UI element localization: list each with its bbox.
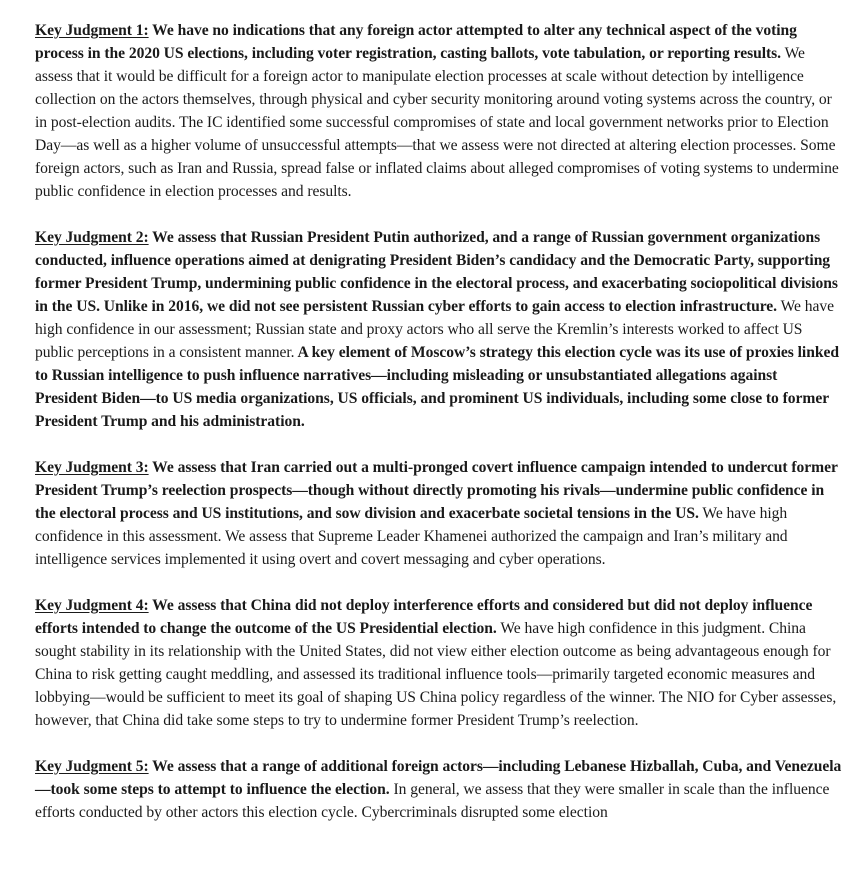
key-judgment-5 bbox=[35, 755, 843, 824]
key-judgment-3 bbox=[35, 456, 843, 571]
key-judgment-body: We have high confidence in this judgment. China sought stability in its relationship with the United States, did not view either election outcome as being advantageous enough for China to risk getting caught meddling, and assessed its traditional influence tools—primarily targeted economic measures and lobbying—would be sufficient to meet its goal of shaping US China policy regardless of the winner. The NIO for Cyber assesses, however, that China did take some steps to try to undermine former President Trump’s reelection. bbox=[35, 620, 837, 729]
key-judgment-lead: We assess that China did not deploy interference efforts and considered but did not deploy influence efforts intended to change the outcome of the US Presidential election. bbox=[35, 597, 813, 637]
key-judgment-bold-tail: A key element of Moscow’s strategy this election cycle was its use of proxies linked to Russian intelligence to push influence narratives—including misleading or unsubstantiated allegations against President Biden—to US media organizations, US officials, and prominent US individuals, including some close to former President Trump and his administration. bbox=[35, 344, 839, 430]
key-judgment-4 bbox=[35, 594, 843, 732]
key-judgments-page bbox=[35, 19, 843, 847]
key-judgment-lead: We have no indications that any foreign actor attempted to alter any technical aspect of the voting process in the 2020 US elections, including voter registration, casting ballots, vote tabulation, or reporting results. bbox=[35, 22, 797, 62]
key-judgment-label: Key Judgment 4: bbox=[35, 597, 149, 614]
key-judgment-lead: We assess that Iran carried out a multi-pronged covert influence campaign intended to undercut former President Trump’s reelection prospects—though without directly promoting his rivals—undermine public confidence in the electoral process and US institutions, and sow division and exacerbate societal tensions in the US. bbox=[35, 459, 838, 522]
key-judgment-body: We assess that it would be difficult for a foreign actor to manipulate election processes at scale without detection by intelligence collection on the actors themselves, through physical and cyber security monitoring around voting systems across the country, or in post-election audits. The IC identified some successful compromises of state and local government networks prior to Election Day—as well as a higher volume of unsuccessful attempts—that we assess were not directed at altering election processes. Some foreign actors, such as Iran and Russia, spread false or inflated claims about alleged compromises of voting systems to undermine public confidence in election processes and results. bbox=[35, 45, 839, 200]
key-judgment-body: In general, we assess that they were smaller in scale than the influence efforts conducted by other actors this election cycle. Cybercriminals disrupted some election bbox=[35, 781, 830, 821]
key-judgment-1 bbox=[35, 19, 843, 203]
key-judgment-label: Key Judgment 5: bbox=[35, 758, 149, 775]
key-judgment-body: We have high confidence in our assessment; Russian state and proxy actors who all serve the Kremlin’s interests worked to affect US public perceptions in a consistent manner. bbox=[35, 298, 834, 361]
key-judgment-label: Key Judgment 2: bbox=[35, 229, 149, 246]
key-judgment-lead: We assess that Russian President Putin authorized, and a range of Russian government organizations conducted, influence operations aimed at denigrating President Biden’s candidacy and the Democratic Party, supporting former President Trump, undermining public confidence in the electoral process, and exacerbating sociopolitical divisions in the US. Unlike in 2016, we did not see persistent Russian cyber efforts to gain access to election infrastructure. bbox=[35, 229, 838, 315]
key-judgment-body: We have high confidence in this assessment. We assess that Supreme Leader Khamenei authorized the campaign and Iran’s military and intelligence services implemented it using overt and covert messaging and cyber operations. bbox=[35, 505, 788, 568]
key-judgment-lead: We assess that a range of additional foreign actors—including Lebanese Hizballah, Cuba, and Venezuela—took some steps to attempt to influence the election. bbox=[35, 758, 842, 798]
key-judgment-label: Key Judgment 3: bbox=[35, 459, 149, 476]
key-judgment-label: Key Judgment 1: bbox=[35, 22, 149, 39]
key-judgment-2 bbox=[35, 226, 843, 433]
